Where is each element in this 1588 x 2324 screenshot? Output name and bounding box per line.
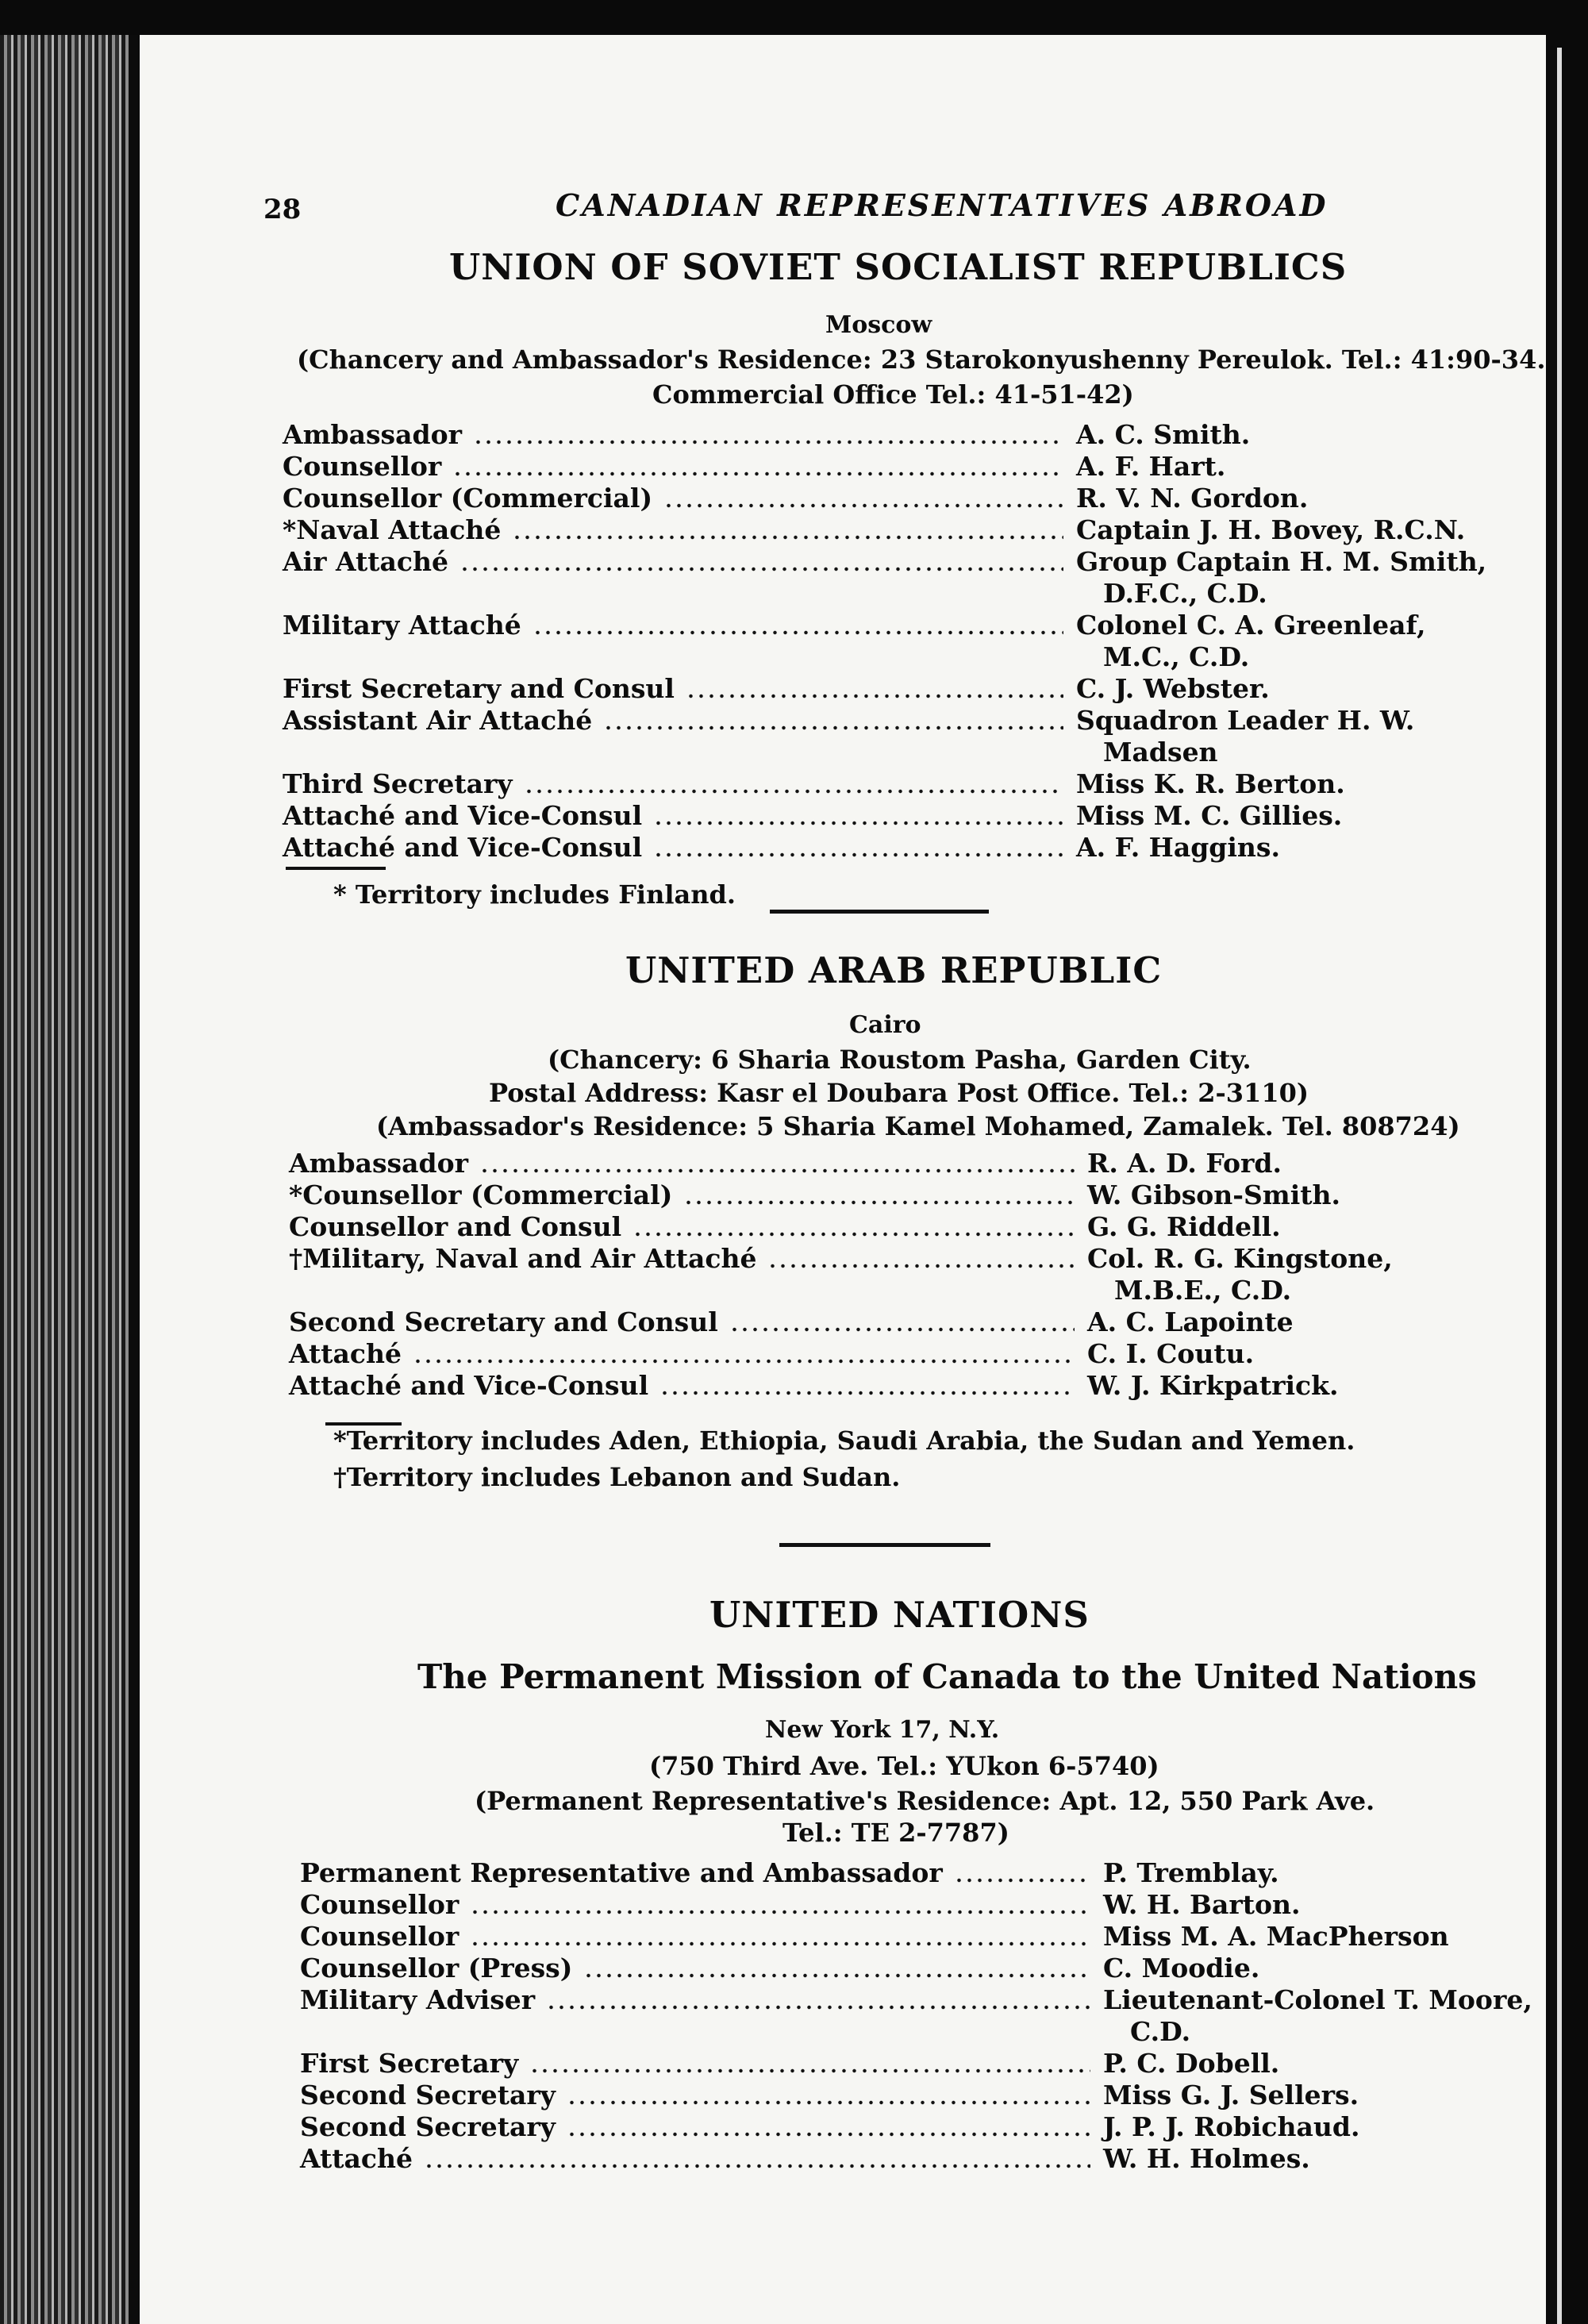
staff-name: Miss M. A. MacPherson (1103, 1921, 1449, 1952)
staff-row (300, 1953, 1516, 1984)
section-divider-1 (770, 910, 989, 914)
leader-dots (479, 1168, 1075, 1173)
un-address-line-2: (Permanent Representative's Residence: Apt. 12, 550 Park Ave. (475, 1786, 1375, 1816)
staff-row (289, 1370, 1500, 1402)
staff-role: Permanent Representative and Ambassador (300, 1857, 943, 1888)
uar-title: UNITED ARAB REPUBLIC (625, 949, 1163, 991)
staff-name: P. Tremblay. (1103, 1857, 1279, 1888)
un-title: UNITED NATIONS (709, 1594, 1090, 1636)
uar-footnote-1: *Territory includes Aden, Ethiopia, Saudi Arabia, the Sudan and Yemen. (333, 1426, 1355, 1456)
staff-role: Counsellor (300, 1889, 459, 1920)
un-city: New York 17, N.Y. (765, 1716, 1000, 1744)
staff-row (289, 1306, 1500, 1338)
staff-name: J. P. J. Robichaud. (1103, 2111, 1360, 2142)
staff-name: Captain J. H. Bovey, R.C.N. (1076, 514, 1466, 545)
leader-dots (603, 725, 1063, 730)
uar-address-line-1: (Chancery: 6 Sharia Roustom Pasha, Garden City. (548, 1045, 1252, 1075)
leader-dots (767, 1264, 1075, 1268)
uar-city: Cairo (849, 1011, 921, 1039)
ussr-title: UNION OF SOVIET SOCIALIST REPUBLICS (449, 246, 1348, 288)
leader-dots (653, 821, 1063, 825)
staff-role: *Counsellor (Commercial) (289, 1179, 673, 1210)
staff-row (300, 2111, 1516, 2143)
staff-name-continued: M.C., C.D. (1103, 641, 1250, 672)
staff-row (300, 1984, 1532, 2016)
staff-name-continued: C.D. (1130, 2016, 1191, 2047)
section-divider-2 (779, 1543, 990, 1547)
staff-role: Attaché and Vice-Consul (283, 800, 643, 831)
ussr-footnote-1: * Territory includes Finland. (333, 879, 736, 910)
leader-dots (653, 852, 1063, 857)
staff-role: Assistant Air Attaché (283, 705, 593, 736)
staff-row (289, 1148, 1500, 1179)
staff-name: G. G. Riddell. (1087, 1211, 1281, 1242)
staff-role: Ambassador (289, 1148, 468, 1179)
leader-dots (683, 1200, 1075, 1205)
leader-dots (729, 1327, 1075, 1332)
staff-name: Colonel C. A. Greenleaf, (1076, 610, 1426, 641)
staff-row (283, 514, 1489, 546)
staff-row (283, 483, 1489, 514)
staff-row (283, 451, 1489, 483)
staff-name: Squadron Leader H. W. (1076, 705, 1415, 736)
leader-dots (567, 2100, 1090, 2105)
staff-role: Counsellor (Press) (300, 1953, 573, 1983)
staff-role: Counsellor and Consul (289, 1211, 622, 1242)
staff-role: Third Secretary (283, 768, 513, 799)
leader-dots (470, 1941, 1090, 1946)
leader-dots (567, 2132, 1090, 2137)
staff-name: C. J. Webster. (1076, 673, 1270, 704)
staff-name-continued: Madsen (1103, 737, 1218, 768)
staff-role: Attaché (300, 2143, 413, 2174)
leader-dots (512, 535, 1063, 540)
leader-dots (413, 1359, 1075, 1364)
leader-dots (473, 440, 1063, 444)
staff-name: Col. R. G. Kingstone, (1087, 1243, 1393, 1274)
staff-role: Counsellor (300, 1921, 459, 1952)
staff-name-continued: D.F.C., C.D. (1103, 578, 1267, 609)
ussr-city: Moscow (825, 311, 932, 339)
leader-dots (452, 471, 1063, 476)
staff-row (289, 1338, 1500, 1370)
staff-name: Lieutenant-Colonel T. Moore, (1103, 1984, 1532, 2015)
staff-name: W. H. Barton. (1103, 1889, 1301, 1920)
staff-name: A. F. Hart. (1076, 451, 1226, 482)
un-subtitle: The Permanent Mission of Canada to the United Nations (417, 1657, 1477, 1696)
staff-name: Miss K. R. Berton. (1076, 768, 1345, 799)
staff-row (289, 1179, 1500, 1211)
staff-row (283, 705, 1489, 737)
staff-row (289, 1211, 1500, 1243)
staff-role: Counsellor (283, 451, 442, 482)
leader-dots (529, 2068, 1090, 2073)
leader-dots (663, 503, 1063, 508)
staff-role: Ambassador (283, 419, 462, 450)
staff-row (289, 1243, 1500, 1275)
staff-name: R. A. D. Ford. (1087, 1148, 1282, 1179)
page-number: 28 (263, 194, 302, 225)
leader-dots (583, 1973, 1090, 1978)
staff-role: *Naval Attaché (283, 514, 502, 545)
staff-role: Counsellor (Commercial) (283, 483, 653, 514)
staff-row (300, 1921, 1516, 1953)
staff-name-continued: M.B.E., C.D. (1114, 1275, 1292, 1306)
un-address-line-3: Tel.: TE 2-7787) (782, 1818, 1009, 1848)
leader-dots (459, 567, 1063, 571)
leader-dots (533, 630, 1063, 635)
uar-address-line-2: Postal Address: Kasr el Doubara Post Office. Tel.: 2-3110) (489, 1078, 1309, 1108)
leader-dots (470, 1910, 1090, 1914)
staff-role: Second Secretary and Consul (289, 1306, 718, 1337)
staff-row (300, 1857, 1516, 1889)
page-edge-line (1557, 48, 1562, 2324)
running-head: CANADIAN REPRESENTATIVES ABROAD (556, 187, 1328, 223)
staff-role: Attaché (289, 1338, 402, 1369)
staff-name: C. I. Coutu. (1087, 1338, 1255, 1369)
staff-role: Military Attaché (283, 610, 521, 641)
staff-name: A. C. Smith. (1076, 419, 1251, 450)
uar-footnote-2: †Territory includes Lebanon and Sudan. (333, 1462, 901, 1492)
leader-dots (954, 1878, 1090, 1883)
staff-name: Miss M. C. Gillies. (1076, 800, 1343, 831)
staff-role: First Secretary (300, 2048, 519, 2079)
ussr-address-line-2: Commercial Office Tel.: 41-51-42) (652, 379, 1134, 410)
staff-row (283, 673, 1489, 705)
staff-row (283, 419, 1489, 451)
staff-role: Military Adviser (300, 1984, 536, 2015)
staff-role: Air Attaché (283, 546, 448, 577)
staff-name: Miss G. J. Sellers. (1103, 2080, 1359, 2110)
staff-role: Second Secretary (300, 2080, 556, 2110)
scan-top-border (0, 0, 1588, 35)
staff-name: W. Gibson-Smith. (1087, 1179, 1340, 1210)
leader-dots (546, 2005, 1090, 2010)
staff-row (300, 2080, 1516, 2111)
ussr-address-line-1: (Chancery and Ambassador's Residence: 23 Starokonyushenny Pereulok. Tel.: 41:90-34. (297, 344, 1546, 375)
ussr-footnote-rule (286, 867, 386, 870)
leader-dots (424, 2164, 1090, 2168)
scan-right-border (1546, 0, 1588, 2324)
staff-row (283, 800, 1489, 832)
staff-role: Second Secretary (300, 2111, 556, 2142)
un-address-line-1: (750 Third Ave. Tel.: YUkon 6-5740) (649, 1751, 1159, 1781)
staff-name: W. J. Kirkpatrick. (1087, 1370, 1339, 1401)
staff-name: A. C. Lapointe (1087, 1306, 1294, 1337)
staff-name: P. C. Dobell. (1103, 2048, 1280, 2079)
staff-row (300, 1889, 1516, 1921)
staff-name: Group Captain H. M. Smith, (1076, 546, 1487, 577)
staff-name: C. Moodie. (1103, 1953, 1260, 1983)
staff-row (300, 2048, 1516, 2080)
staff-name: W. H. Holmes. (1103, 2143, 1310, 2174)
leader-dots (686, 694, 1063, 698)
staff-row (283, 832, 1489, 864)
book-binding (0, 35, 139, 2324)
staff-role: †Military, Naval and Air Attaché (289, 1243, 757, 1274)
staff-role: Attaché and Vice-Consul (283, 832, 643, 863)
staff-row (283, 768, 1489, 800)
uar-address-line-3: (Ambassador's Residence: 5 Sharia Kamel Mohamed, Zamalek. Tel. 808724) (376, 1111, 1460, 1141)
leader-dots (659, 1391, 1075, 1395)
leader-dots (633, 1232, 1075, 1237)
binding-edge (129, 35, 140, 2324)
staff-name: A. F. Haggins. (1076, 832, 1280, 863)
staff-row (283, 546, 1489, 578)
leader-dots (524, 789, 1063, 794)
staff-role: First Secretary and Consul (283, 673, 675, 704)
staff-role: Attaché and Vice-Consul (289, 1370, 649, 1401)
staff-row (283, 610, 1489, 641)
staff-name: R. V. N. Gordon. (1076, 483, 1309, 514)
staff-row (300, 2143, 1516, 2175)
